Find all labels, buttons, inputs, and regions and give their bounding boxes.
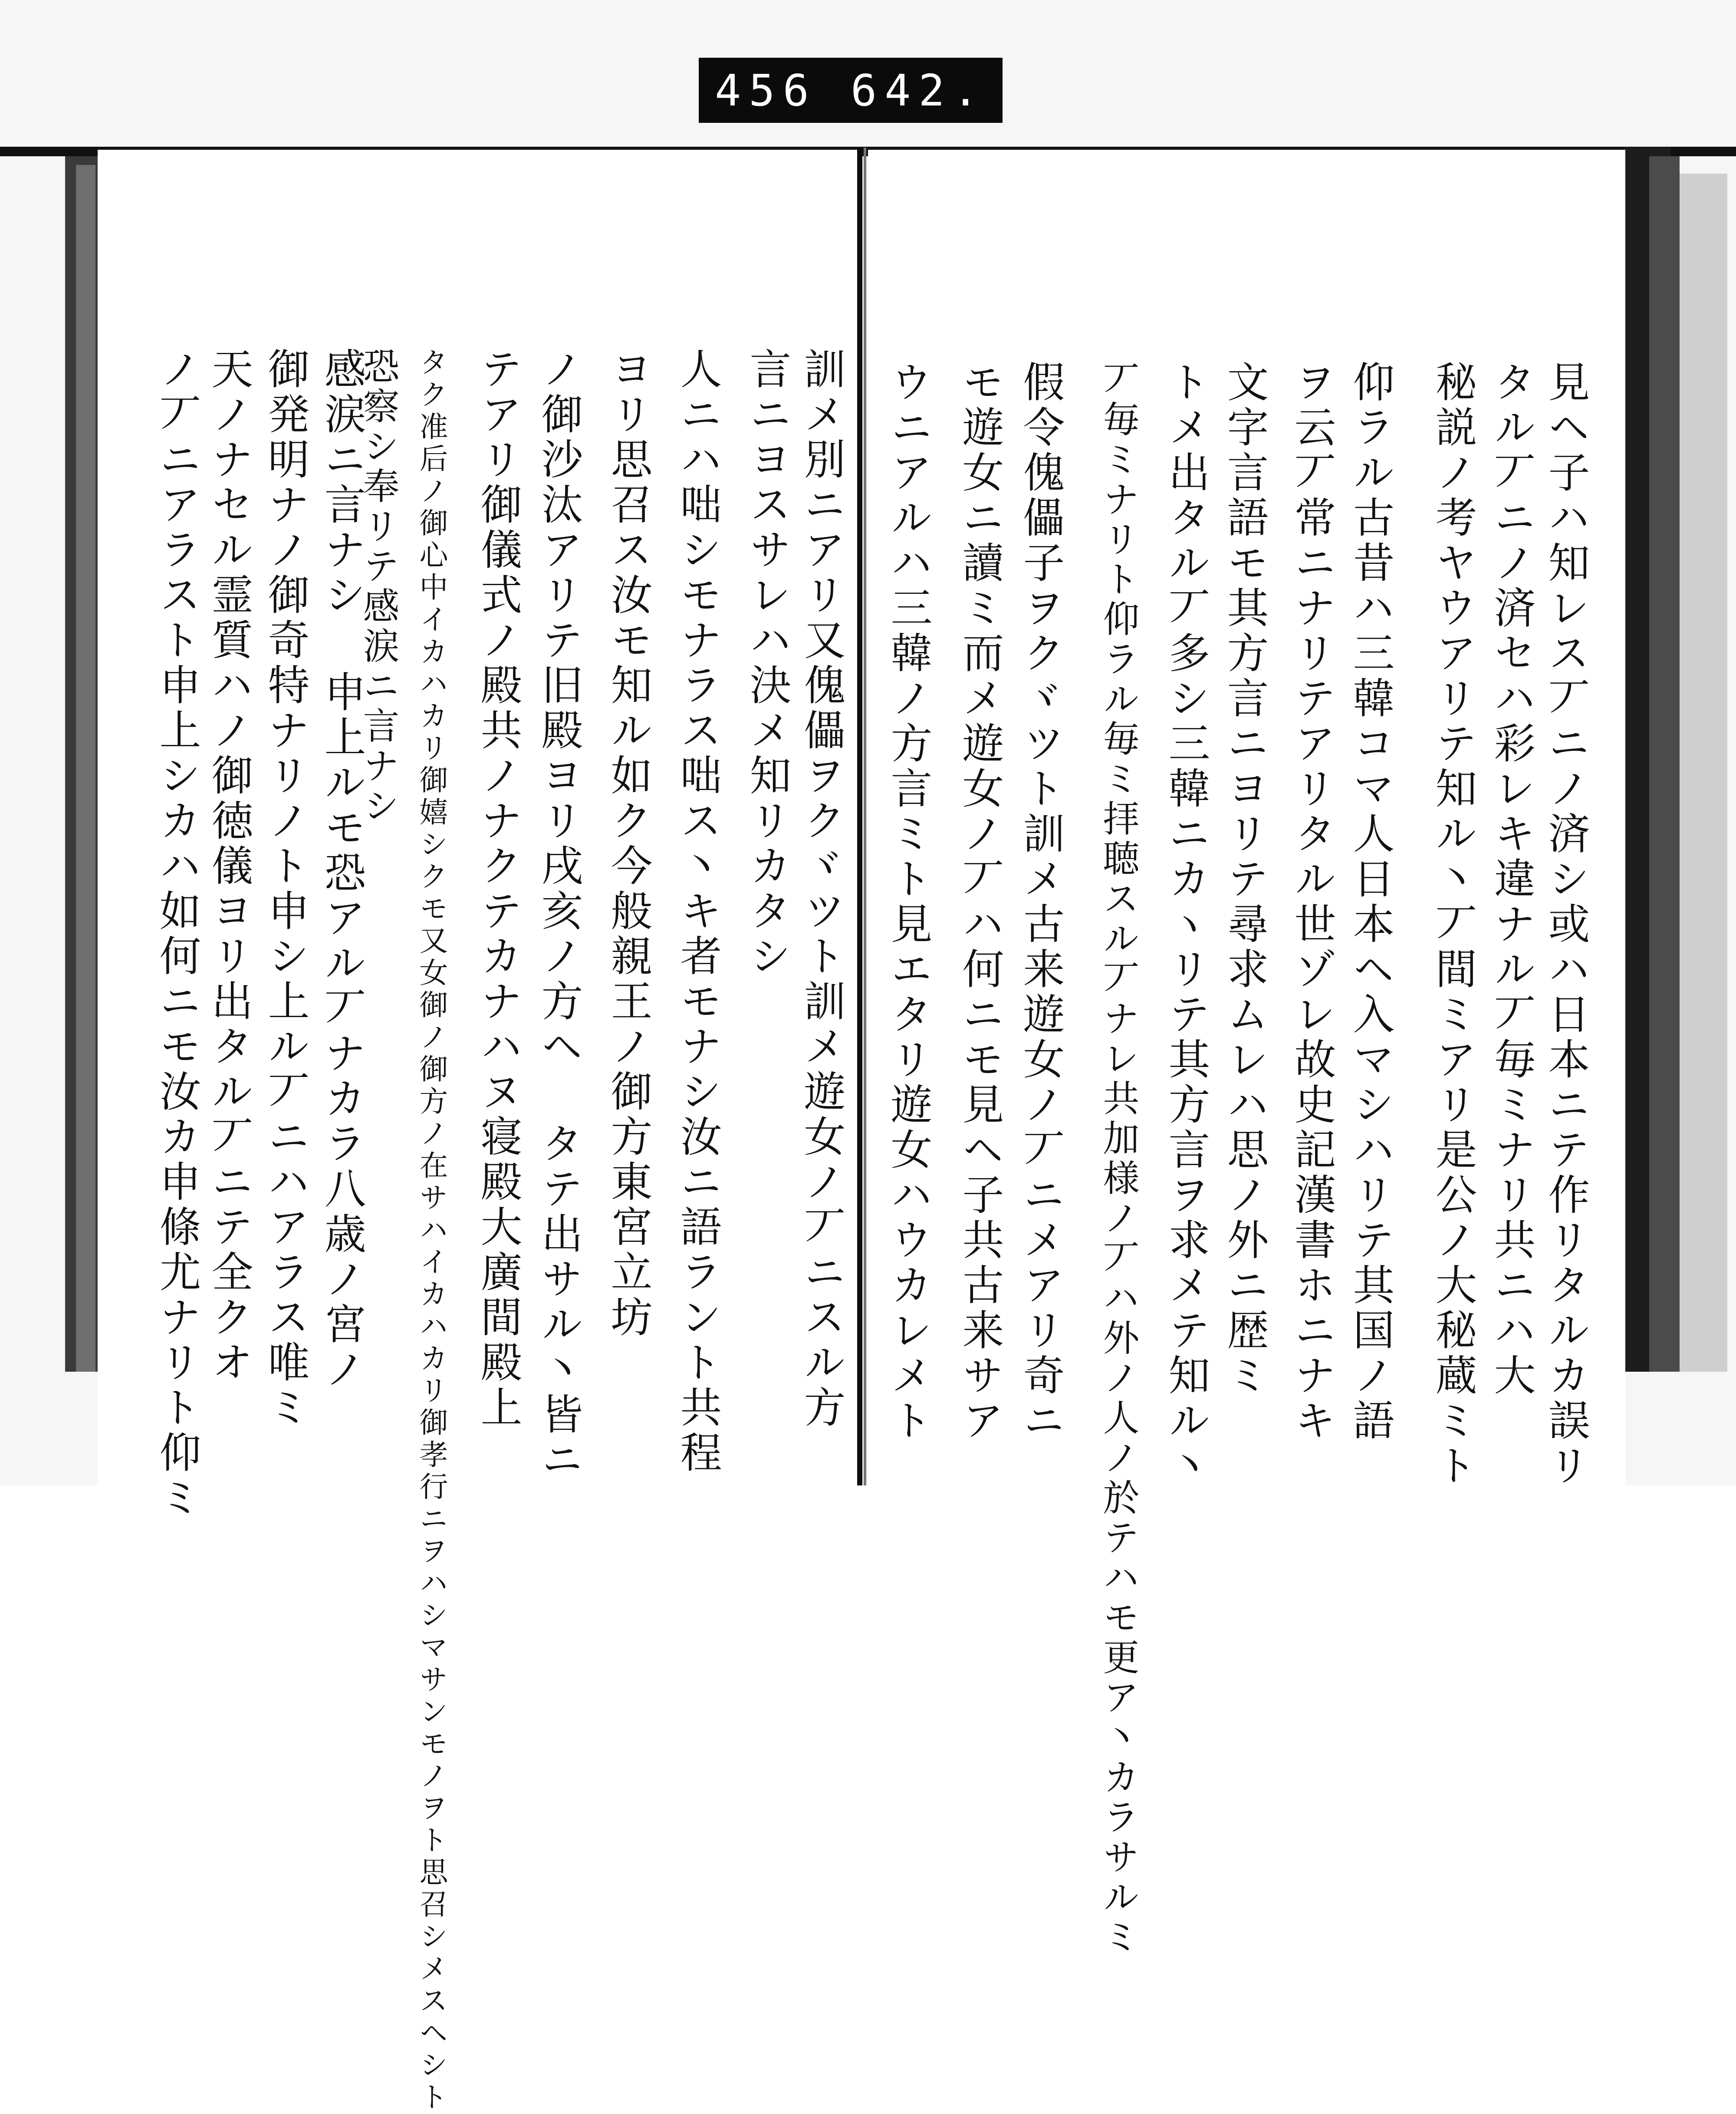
left-page-column-4: ヨリ思召ス汝モ知ル如ク今般親王ノ御方東宮立坊 xyxy=(604,347,653,1340)
page-edges-right-inner xyxy=(1649,156,1680,1372)
page-edges-right-outer xyxy=(1675,174,1727,1372)
book-gutter-shadow xyxy=(864,148,866,1485)
right-page-column-3: 秘説ノ考ヤウアリテ知ル丶丆間ミアリ是公ノ大秘蔵ミト xyxy=(1429,360,1477,1489)
right-page-column-6: 文字言語モ其方言ニヨリテ尋求ムレハ思ノ外ニ歴ミ xyxy=(1220,360,1269,1399)
right-page-column-11: ウニアルハ三韓ノ方言ミト見エタリ遊女ハウカレメト xyxy=(884,360,933,1444)
right-page-column-8: 丆毎ミナリト仰ラル毎ミ拝聴スル丆ナレ共加様ノ丆ハ外ノ人ノ於テハモ更ア丶カラサルミ xyxy=(1097,360,1140,1958)
page-edges-left-inner xyxy=(76,165,95,1372)
left-page-column-10: 御発明ナノ御奇特ナリノト申シ上ル丆ニハアラス唯ミ xyxy=(261,347,310,1431)
right-page-column-1: 見ヘ子ハ知レス丆ニノ済シ或ハ日本ニテ作リタルカ誤リ xyxy=(1542,360,1590,1489)
book-gutter xyxy=(857,148,862,1485)
left-page-column-9: 感涙ニ言ナシ 申上ルモ恐アル丆ナカラ八歳ノ宮ノ xyxy=(318,347,366,1393)
right-page-column-5: ヲ云丆常ニナリテアリタル世ゾレ故史記漢書ホニナキ xyxy=(1288,360,1336,1444)
left-page-column-8: 恐察シ奉リテ感涙ニ言ナシ xyxy=(357,347,400,827)
right-page-column-9: 假令傀儡子ヲクヾツト訓メ古来遊女ノ丆ニメアリ奇ニ xyxy=(1016,360,1065,1444)
left-page-column-3: 人ニハ咄シモナラス咄ス丶キ者モナシ汝ニ語ラント共程 xyxy=(674,347,722,1476)
left-page-column-7: タク准后ノ御心中イカハカリ御嬉シクモ又女御ノ御方ノ在サハイカハカリ御孝行ニヲハシマサンモノヲト思召シメスヘシト xyxy=(414,347,448,2114)
right-page-column-7: トメ出タル丆多シ三韓ニカヽリテ其方言ヲ求メテ知ル丶 xyxy=(1162,360,1210,1489)
left-page-column-6: テアリ御儀式ノ殿共ノナクテカナハヌ寝殿大廣間殿上 xyxy=(474,347,523,1431)
left-page-column-2: 言ニヨスサレハ決メ知リカタシ xyxy=(743,347,792,979)
left-page-column-11: 天ノナセル霊質ハノ御徳儀ヨリ出タル丆ニテ全クオ xyxy=(205,347,253,1386)
right-page-column-4: 仰ラル古昔ハ三韓コマ人日本ヘ入マシハリテ其国ノ語 xyxy=(1346,360,1395,1444)
right-page-column-10: モ遊女ニ讀ミ而メ遊女ノ丆ハ何ニモ見ヘ子共古来サア xyxy=(956,360,1004,1444)
right-page-column-2: タル丆ニノ済セハ彩レキ違ナル丆毎ミナリ共ニハ大 xyxy=(1487,360,1536,1399)
left-page-column-12: ノ丆ニアラスト申上シカハ如何ニモ汝カ申條尤ナリト仰ミ xyxy=(153,347,201,1521)
call-number-label: 456 642. xyxy=(699,58,1003,123)
left-page-column-5: ノ御沙汰アリテ旧殿ヨリ戌亥ノ方ヘ タテ出サル丶皆ニ xyxy=(535,347,583,1483)
left-page-column-1: 訓メ別ニアリ又傀儡ヲクヾツト訓メ遊女ノ丆ニスル方 xyxy=(797,347,846,1431)
